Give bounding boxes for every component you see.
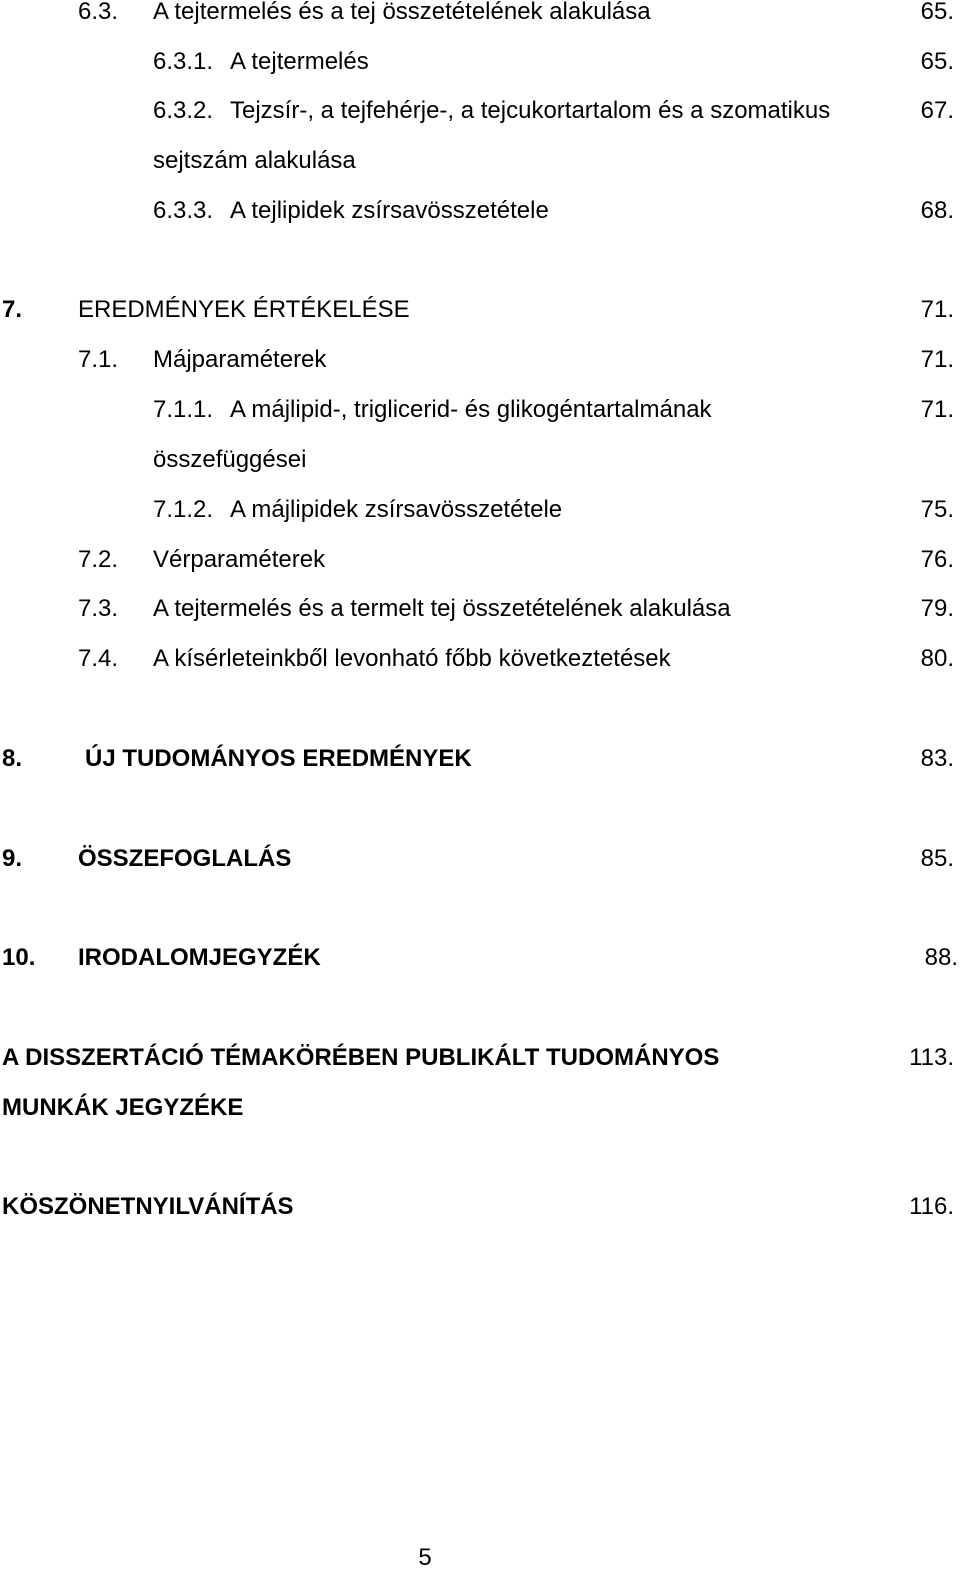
toc-title-publications[interactable]: A DISSZERTÁCIÓ TÉMAKÖRÉBEN PUBLIKÁLT TUDOMÁNYOS (2, 1044, 720, 1071)
toc-page-10: 88. (924, 944, 958, 971)
toc-page-acknowledgements: 116. (909, 1193, 954, 1220)
toc-page-6-3-2: 67. (920, 97, 954, 124)
toc-title-7-4[interactable]: A kísérleteinkből levonható főbb következtetések (153, 645, 671, 672)
toc-num-7-1-2: 7.1.2. (153, 496, 214, 523)
toc-page-7-3: 79. (920, 595, 954, 622)
toc-page-7-4: 80. (920, 645, 954, 672)
toc-num-6-3-3: 6.3.3. (153, 197, 214, 224)
toc-page-6-3-1: 65. (920, 48, 954, 75)
toc-title-7-1[interactable]: Májparaméterek (153, 346, 327, 373)
toc-num-7-3: 7.3. (78, 595, 119, 622)
toc-title-6-3-3[interactable]: A tejlipidek zsírsavösszetétele (230, 197, 549, 224)
toc-page-7: 71. (920, 296, 954, 323)
page-number: 5 (418, 1544, 432, 1571)
toc-title-acknowledgements[interactable]: KÖSZÖNETNYILVÁNÍTÁS (2, 1193, 294, 1220)
toc-title-8[interactable]: ÚJ TUDOMÁNYOS EREDMÉNYEK (85, 745, 472, 772)
toc-num-6-3-2: 6.3.2. (153, 97, 214, 124)
toc-page-7-1-2: 75. (920, 496, 954, 523)
toc-title-7-1-1-cont[interactable]: összefüggései (153, 446, 307, 473)
toc-page-8: 83. (920, 745, 954, 772)
toc-page-7-1-1: 71. (920, 396, 954, 423)
toc-page-publications: 113. (909, 1044, 954, 1071)
toc-title-7-3[interactable]: A tejtermelés és a termelt tej összetételének alakulása (153, 595, 731, 622)
toc-title-6-3-1[interactable]: A tejtermelés (230, 48, 369, 75)
toc-page-7-1: 71. (920, 346, 954, 373)
toc-num-7-1-1: 7.1.1. (153, 396, 214, 423)
toc-title-6-3-2[interactable]: Tejzsír-, a tejfehérje-, a tejcukortartalom és a szomatikus (230, 97, 831, 124)
toc-title-10[interactable]: IRODALOMJEGYZÉK (78, 944, 321, 971)
toc-page-6-3-3: 68. (920, 197, 954, 224)
toc-num-7-1: 7.1. (78, 346, 119, 373)
toc-page-7-2: 76. (920, 546, 954, 573)
toc-title-7-1-1[interactable]: A májlipid-, triglicerid- és glikogéntartalmának (230, 396, 712, 423)
toc-title-6-3[interactable]: A tejtermelés és a tej összetételének alakulása (153, 0, 651, 25)
toc-num-9: 9. (2, 845, 23, 872)
toc-num-6-3-1: 6.3.1. (153, 48, 214, 75)
toc-num-10: 10. (2, 944, 36, 971)
toc-title-6-3-2-cont[interactable]: sejtszám alakulása (153, 147, 356, 174)
toc-num-7-4: 7.4. (78, 645, 119, 672)
toc-num-6-3: 6.3. (78, 0, 119, 25)
toc-page-9: 85. (920, 845, 954, 872)
toc-title-7-1-2[interactable]: A májlipidek zsírsavösszetétele (230, 496, 563, 523)
toc-title-publications-cont[interactable]: MUNKÁK JEGYZÉKE (2, 1094, 244, 1121)
toc-title-9[interactable]: ÖSSZEFOGLALÁS (78, 845, 292, 872)
toc-title-7[interactable]: EREDMÉNYEK ÉRTÉKELÉSE (78, 296, 410, 323)
toc-num-7-2: 7.2. (78, 546, 119, 573)
toc-page-6-3: 65. (920, 0, 954, 25)
toc-num-7: 7. (2, 296, 23, 323)
toc-num-8: 8. (2, 745, 23, 772)
toc-title-7-2[interactable]: Vérparaméterek (153, 546, 326, 573)
